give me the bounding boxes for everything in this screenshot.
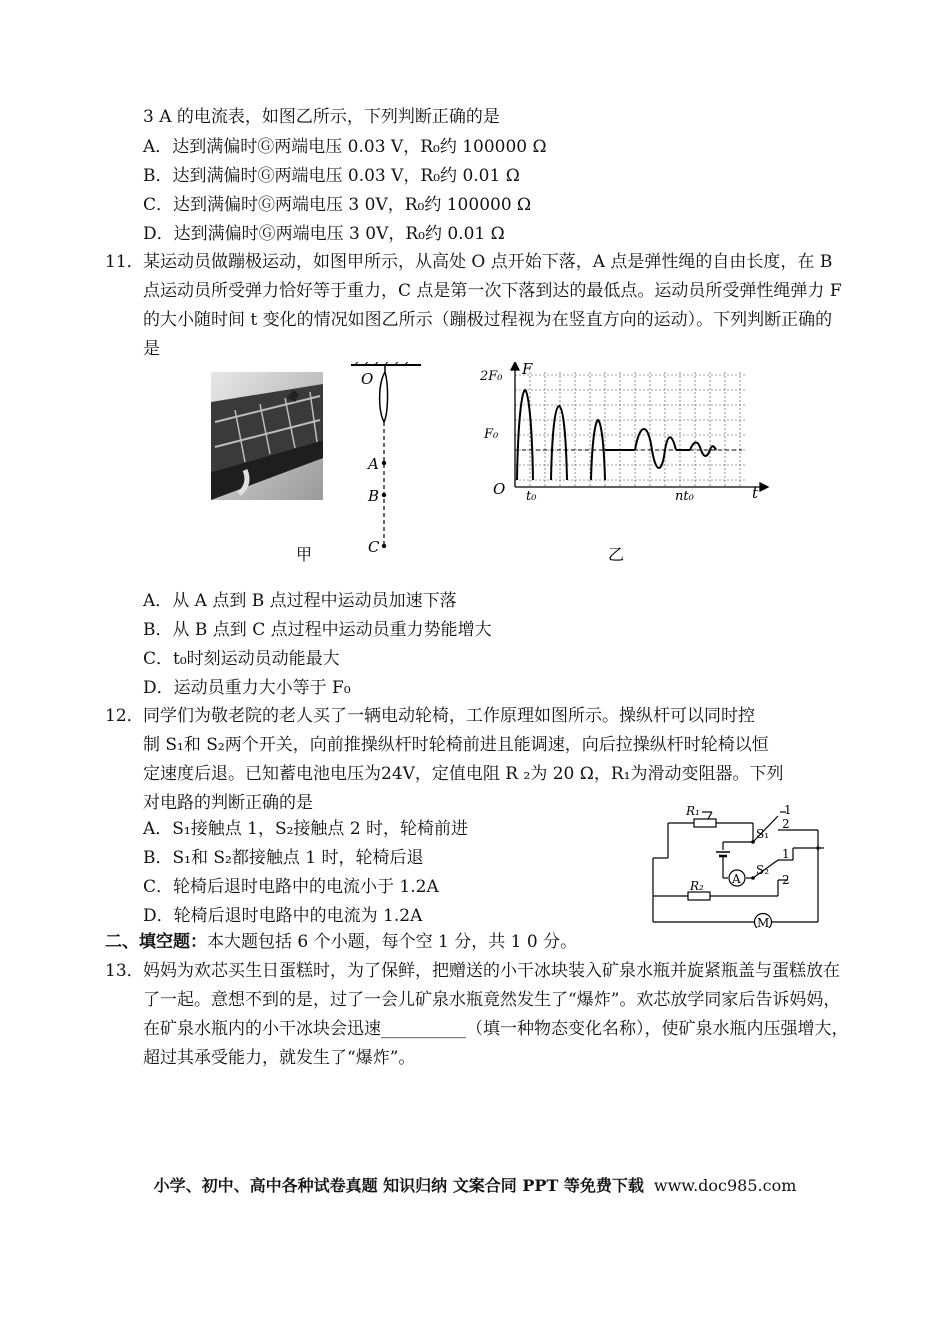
q10-option-d: D．达到满偏时Ⓖ两端电压 3 0V，R₀约 0.01 Ω	[143, 224, 505, 244]
graph-2f0-tick: 2F₀	[480, 369, 503, 384]
q12-option-d: D．轮椅后退时电路中的电流为 1.2A	[143, 906, 423, 926]
q10-option-c: C．达到满偏时Ⓖ两端电压 3 0V，R₀约 100000 Ω	[143, 195, 532, 215]
q11-number: 11．	[105, 252, 144, 272]
r1-label: R₁	[686, 804, 700, 818]
q12-stem-line-3: 定速度后退。已知蓄电池电压为24V，定值电阻 R ₂为 20 Ω，R₁为滑动变阻器。下列	[143, 764, 784, 784]
q12-number: 12．	[105, 706, 144, 726]
s1-label: S₁	[756, 827, 770, 841]
point-o-label: O	[361, 370, 374, 388]
q12-option-c: C．轮椅后退时电路中的电流小于 1.2A	[143, 877, 439, 897]
figure-yi-graph	[470, 362, 780, 572]
point-c-label: C	[368, 538, 380, 556]
graph-axes	[511, 362, 768, 491]
graph-nt0-tick: nt₀	[675, 489, 694, 504]
figure-yi-caption: 乙	[608, 545, 625, 564]
q12-stem-line-4: 对电路的判断正确的是	[143, 793, 313, 813]
q10-stem-tail: 3 A 的电流表，如图乙所示，下列判断正确的是	[143, 107, 500, 127]
s2-label: S₂	[756, 863, 770, 877]
footer-url: www.doc985.com	[653, 1176, 797, 1195]
r2-label: R₂	[690, 879, 704, 893]
q11-option-a: A．从 A 点到 B 点过程中运动员加速下落	[143, 591, 457, 611]
contact-1-top-label: 1	[784, 803, 792, 817]
q10-option-a: A．达到满偏时Ⓖ两端电压 0.03 V，R₀约 100000 Ω	[143, 137, 547, 157]
q11-stem: 某运动员做蹦极运动，如图甲所示，从高处 O 点开始下落，A 点是弹性绳的自由长度，在 B 点运动员所受弹力恰好等于重力，C 点是第一次下落到达的最低点。运动员所受弹性绳弹力 F 的大小随时间 t 变化的情况如图乙所示（蹦极过程视为在竖直方向的运动）。下列判断正确的是	[143, 252, 842, 359]
graph-t-axis-label: t	[752, 484, 759, 502]
section-2-description: 本大题包括 6 个小题，每个空 1 分，共 1 0 分。	[207, 932, 578, 952]
motor-label: M	[757, 916, 770, 928]
q13-stem: 妈妈为欢芯买生日蛋糕时，为了保鲜，把赠送的小干冰块装入矿泉水瓶并旋紧瓶盖与蛋糕放在了一起。意想不到的是，过了一会儿矿泉水瓶竟然发生了“爆炸”。欢芯放学同家后告诉妈妈，在矿泉水瓶内的小干冰块会迅速__________（填一种物态变化名称），使矿泉水瓶内压强增大，超过其承受能力，就发生了“爆炸”。	[143, 961, 849, 1068]
ammeter-label: A	[732, 872, 741, 886]
circuit-wires	[653, 812, 824, 922]
q12-option-b: B．S₁和 S₂都接触点 1 时，轮椅后退	[143, 848, 424, 868]
graph-origin-label: O	[493, 480, 506, 498]
page-footer	[0, 1172, 950, 1200]
section-2-heading-line	[105, 928, 577, 956]
bungee-photo	[211, 372, 323, 500]
circuit-diagram	[648, 800, 848, 928]
graph-f-axis-label: F	[522, 362, 533, 378]
contact-1-bottom-label: 1	[782, 847, 790, 861]
q12-option-a: A．S₁接触点 1，S₂接触点 2 时，轮椅前进	[143, 819, 469, 839]
footer-text: 小学、初中、高中各种试卷真题 知识归纳 文案合同 PPT 等免费下载	[153, 1176, 644, 1195]
q11-option-d: D．运动员重力大小等于 F₀	[143, 678, 351, 698]
point-a-label: A	[368, 455, 379, 473]
figure-jia	[175, 362, 435, 572]
point-b-label: B	[368, 487, 380, 505]
rope-diagram	[351, 362, 421, 556]
q11-option-b: B．从 B 点到 C 点过程中运动员重力势能增大	[143, 620, 492, 640]
figure-jia-caption: 甲	[296, 545, 313, 564]
q11-option-c: C．t₀时刻运动员动能最大	[143, 649, 340, 669]
graph-grid	[515, 372, 745, 487]
graph-f0-tick: F₀	[484, 427, 499, 442]
graph-t0-tick: t₀	[526, 489, 537, 504]
q12-stem-line-2: 制 S₁和 S₂两个开关，向前推操纵杆时轮椅前进且能调速，向后拉操纵杆时轮椅以恒	[143, 735, 769, 755]
contact-2-bottom-label: 2	[782, 873, 790, 887]
section-2-heading: 二、填空题：	[105, 932, 207, 952]
q10-option-b: B．达到满偏时Ⓖ两端电压 0.03 V，R₀约 0.01 Ω	[143, 166, 520, 186]
q12-stem-line-1: 同学们为敬老院的老人买了一辆电动轮椅，工作原理如图所示。操纵杆可以同时控	[143, 706, 755, 726]
q13-number: 13．	[105, 961, 144, 981]
contact-2-top-label: 2	[782, 817, 790, 831]
